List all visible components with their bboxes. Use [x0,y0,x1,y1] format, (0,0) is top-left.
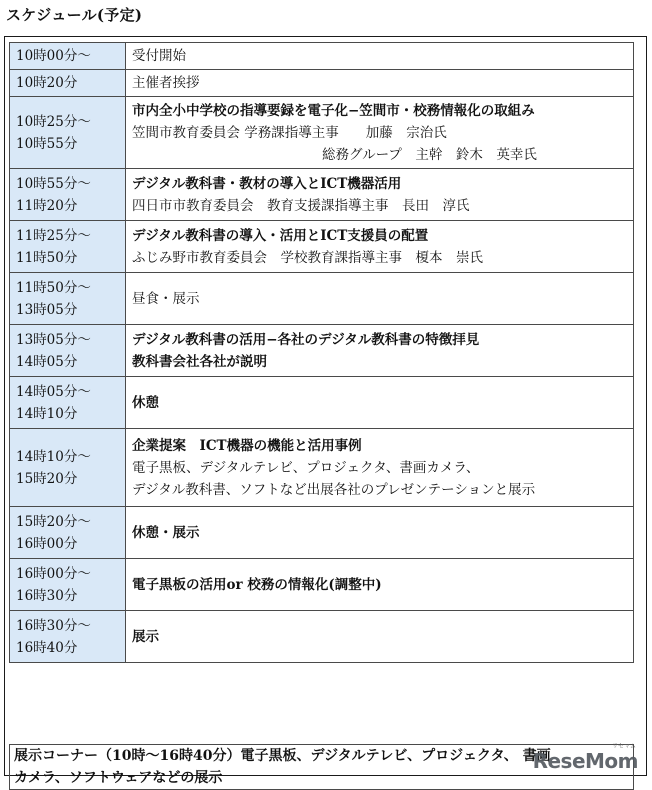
time-cell [10,325,126,377]
time-text: 10時55分 [16,135,78,152]
time-text: 14時10分 [16,405,78,422]
schedule-row [10,221,634,273]
time-text: 15時20分 [16,470,78,487]
time-text: 10時00分〜 [16,48,91,64]
time-cell [10,429,126,507]
schedule-row [10,377,634,429]
time-cell [10,70,126,97]
time-text: 16時40分 [16,639,78,656]
program-cell [126,70,634,97]
time-text: 16時30分 [16,587,78,604]
time-cell [10,611,126,663]
time-cell [10,221,126,273]
time-text: 13時05分 [16,301,78,318]
program-cell [126,325,634,377]
program-title: デジタル教科書の活用−各社のデジタル教科書の特徴拝見 [132,331,480,348]
program-cell [126,559,634,611]
program-cell [126,611,634,663]
schedule-row [10,70,634,97]
program-detail: 笠間市教育委員会 学務課指導主事 加藤 宗治氏 [132,124,447,141]
exhibit-note-line: 展示コーナー（10時〜16時40分）電子黒板、デジタルテレビ、プロジェクタ、 書画 [14,748,551,764]
time-text: 10時20分 [16,75,78,91]
schedule-row [10,273,634,325]
logo-subtext: リセマム [612,743,636,750]
page-title: スケジュール(予定) [6,6,143,24]
program-detail: デジタル教科書、ソフトなど出展各社のプレゼンテーションと展示 [132,481,536,498]
program-title: 電子黒板の活用or 校務の情報化(調整中) [132,576,382,593]
program-cell [126,221,634,273]
schedule-row [10,325,634,377]
time-text: 11時50分〜 [16,279,91,296]
program-cell [126,273,634,325]
program-title: 教科書会社各社が説明 [132,353,267,370]
program-detail: 四日市市教育委員会 教育支援課指導主事 長田 淳氏 [132,197,470,214]
schedule-row [10,507,634,559]
schedule-row [10,429,634,507]
logo-text: ReseMom [532,749,638,773]
time-text: 16時00分 [16,535,78,552]
time-cell [10,273,126,325]
schedule-row [10,43,634,70]
program-detail: 受付開始 [132,48,186,64]
program-detail: 総務グループ 主幹 鈴木 英幸氏 [322,146,537,163]
program-cell [126,97,634,169]
program-cell [126,43,634,70]
program-detail: 昼食・展示 [132,290,200,307]
program-cell [126,429,634,507]
program-title: 企業提案 ICT機器の機能と活用事例 [132,437,362,454]
time-text: 10時25分〜 [16,113,91,130]
program-title: デジタル教科書の導入・活用とICT支援員の配置 [132,227,429,244]
schedule-row [10,97,634,169]
resemom-logo [532,743,638,773]
time-text: 14時05分 [16,353,78,370]
schedule-row [10,559,634,611]
time-text: 13時05分〜 [16,331,91,348]
program-title: 展示 [132,628,159,645]
time-text: 15時20分〜 [16,513,91,530]
time-cell [10,169,126,221]
time-cell [10,507,126,559]
time-text: 14時10分〜 [16,448,91,465]
time-cell [10,97,126,169]
schedule-table [9,42,634,663]
time-text: 11時20分 [16,197,78,214]
time-text: 10時55分〜 [16,175,91,192]
program-cell [126,377,634,429]
time-text: 11時25分〜 [16,227,91,244]
program-title: 休憩・展示 [132,524,200,541]
program-title: デジタル教科書・教材の導入とICT機器活用 [132,175,402,192]
schedule-row [10,169,634,221]
program-title: 休憩 [132,394,159,411]
time-text: 14時05分〜 [16,383,91,400]
schedule-row [10,611,634,663]
program-detail: ふじみ野市教育委員会 学校教育課指導主事 榎本 崇氏 [132,249,483,266]
program-title: 市内全小中学校の指導要録を電子化−笠間市・校務情報化の取組み [132,102,535,119]
time-text: 16時30分〜 [16,617,91,634]
time-text: 16時00分〜 [16,565,91,582]
program-detail: 電子黒板、デジタルテレビ、プロジェクタ、書画カメラ、 [132,459,480,476]
exhibit-note-line: カメラ、ソフトウェアなどの展示 [14,770,223,786]
schedule-frame [4,36,647,786]
time-cell [10,43,126,70]
time-text: 11時50分 [16,249,78,266]
program-cell [126,169,634,221]
time-cell [10,559,126,611]
program-cell [126,507,634,559]
time-cell [10,377,126,429]
program-detail: 主催者挨拶 [132,75,200,91]
